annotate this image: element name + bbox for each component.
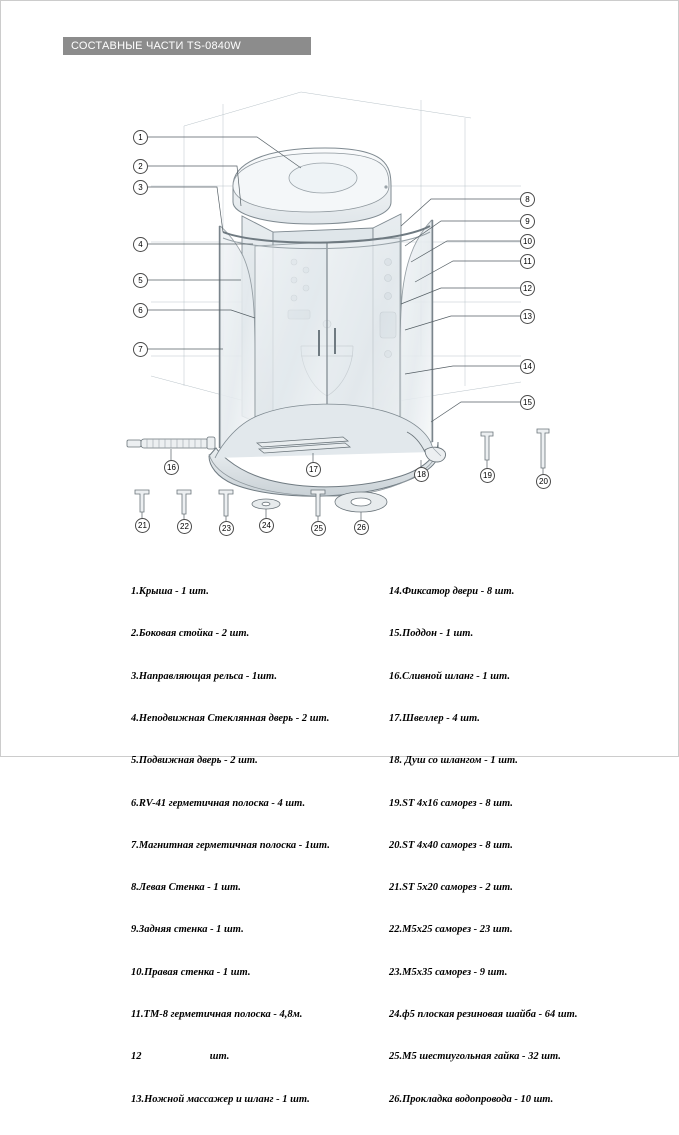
callout-22[interactable]: 22 — [177, 519, 192, 534]
part-item-3: 3.Направляющая рельса - 1шт. — [131, 670, 277, 682]
page-title-bar — [63, 37, 311, 55]
callout-19[interactable]: 19 — [480, 468, 495, 483]
callout-12[interactable]: 12 — [520, 281, 535, 296]
part-item-22: 22.M5x25 саморез - 23 шт. — [389, 924, 513, 936]
parts-list-right-column — [389, 557, 578, 1135]
callout-9[interactable]: 9 — [520, 214, 535, 229]
callout-18[interactable]: 18 — [414, 467, 429, 482]
part-item-7: 7.Магнитная герметичная полоска - 1шт. — [131, 839, 330, 851]
part-item-2: 2.Боковая стойка - 2 шт. — [131, 628, 250, 640]
callout-14[interactable]: 14 — [520, 359, 535, 374]
part-item-8: 8.Левая Стенка - 1 шт. — [131, 882, 241, 894]
part-item-14: 14.Фиксатор двери - 8 шт. — [389, 586, 515, 598]
part-item-10: 10.Правая стенка - 1 шт. — [131, 966, 251, 978]
callout-23[interactable]: 23 — [219, 521, 234, 536]
callout-21[interactable]: 21 — [135, 518, 150, 533]
shower-cabin-drawing — [1, 56, 679, 546]
part-item-6: 6.RV-41 герметичная полоска - 4 шт. — [131, 797, 306, 809]
callout-17[interactable]: 17 — [306, 462, 321, 477]
part-item-19: 19.ST 4x16 саморез - 8 шт. — [389, 797, 513, 809]
callout-8[interactable]: 8 — [520, 192, 535, 207]
callout-6[interactable]: 6 — [133, 303, 148, 318]
callout-1[interactable]: 1 — [133, 130, 148, 145]
callout-7[interactable]: 7 — [133, 342, 148, 357]
part-item-25: 25.M5 шестиугольная гайка - 32 шт. — [389, 1051, 561, 1063]
part-item-24: 24.ф5 плоская резиновая шайба - 64 шт. — [389, 1009, 578, 1020]
callout-3[interactable]: 3 — [133, 180, 148, 195]
part-item-17: 17.Швеллер - 4 шт. — [389, 713, 480, 725]
callout-4[interactable]: 4 — [133, 237, 148, 252]
part-item-4: 4.Неподвижная Стеклянная дверь - 2 шт. — [131, 713, 330, 725]
callout-25[interactable]: 25 — [311, 521, 326, 536]
part-item-15: 15.Поддон - 1 шт. — [389, 628, 474, 640]
part-item-21: 21.ST 5x20 саморез - 2 шт. — [389, 882, 513, 894]
parts-list-left-column — [131, 557, 330, 1135]
part-item-26: 26.Прокладка водопровода - 10 шт. — [389, 1093, 554, 1105]
callout-2[interactable]: 2 — [133, 159, 148, 174]
callout-15[interactable]: 15 — [520, 395, 535, 410]
callout-20[interactable]: 20 — [536, 474, 551, 489]
part-item-5: 5.Подвижная дверь - 2 шт. — [131, 755, 258, 767]
part-item-18: 18. Душ со шлангом - 1 шт. — [389, 755, 518, 767]
callout-11[interactable]: 11 — [520, 254, 535, 269]
part-item-1: 1.Крыша - 1 шт. — [131, 586, 209, 598]
part-item-23: 23.M5x35 саморез - 9 шт. — [389, 966, 508, 978]
callout-5[interactable]: 5 — [133, 273, 148, 288]
parts-list — [1, 557, 679, 1105]
callout-16[interactable]: 16 — [164, 460, 179, 475]
part-item-16: 16.Сливной шланг - 1 шт. — [389, 670, 510, 682]
exploded-view-diagram — [1, 56, 679, 546]
callout-10[interactable]: 10 — [520, 234, 535, 249]
part-item-9: 9.Задняя стенка - 1 шт. — [131, 924, 244, 936]
callout-26[interactable]: 26 — [354, 520, 369, 535]
part-item-11: 11.ТМ-8 герметичная полоска - 4,8м. — [131, 1009, 303, 1020]
part-item-20: 20.ST 4x40 саморез - 8 шт. — [389, 839, 513, 851]
part-item-12: 12 шт. — [131, 1051, 230, 1063]
callout-24[interactable]: 24 — [259, 518, 274, 533]
callout-13[interactable]: 13 — [520, 309, 535, 324]
page-title: СОСТАВНЫЕ ЧАСТИ TS-0840W — [71, 40, 241, 52]
part-item-13: 13.Ножной массажер и шланг - 1 шт. — [131, 1093, 310, 1105]
